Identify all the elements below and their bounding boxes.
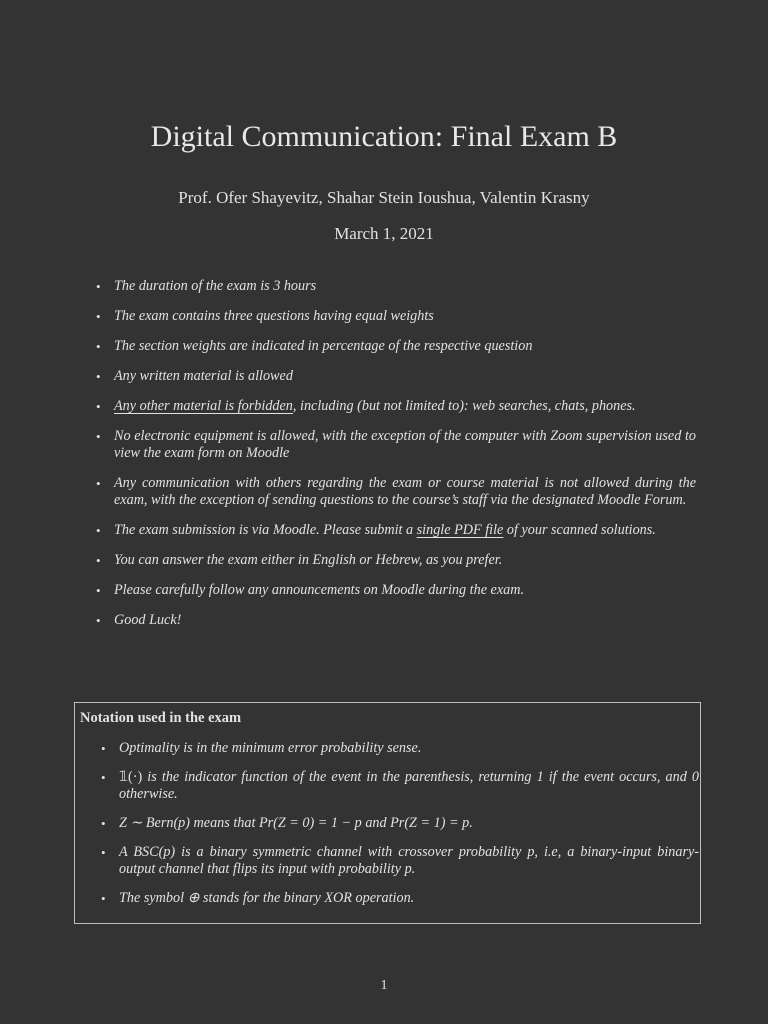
rule-text: Good Luck! bbox=[114, 612, 182, 628]
bullet-icon: • bbox=[101, 770, 106, 785]
rule-item bbox=[96, 428, 696, 462]
authors: Prof. Ofer Shayevitz, Shahar Stein Ioushua, Valentin Krasny bbox=[178, 188, 590, 207]
notation-text: Z ∼ Bern(p) means that Pr(Z = 0) = 1 − p and Pr(Z = 1) = p. bbox=[119, 815, 473, 831]
rule-text: You can answer the exam either in English or Hebrew, as you prefer. bbox=[114, 552, 503, 568]
exam-rules-list bbox=[96, 278, 696, 642]
notation-item bbox=[101, 815, 699, 832]
bullet-icon: • bbox=[96, 279, 101, 294]
bullet-icon: • bbox=[96, 583, 101, 598]
bullet-icon: • bbox=[96, 309, 101, 324]
notation-text: The symbol ⊕ stands for the binary XOR operation. bbox=[119, 890, 415, 906]
notation-item bbox=[101, 740, 699, 757]
rule-text: Any written material is allowed bbox=[114, 368, 293, 384]
notation-item bbox=[101, 769, 699, 803]
rule-item bbox=[96, 612, 696, 629]
bullet-icon: • bbox=[96, 523, 101, 538]
bullet-icon: • bbox=[96, 369, 101, 384]
bullet-icon: • bbox=[96, 613, 101, 628]
notation-item bbox=[101, 844, 699, 878]
rule-text: Any communication with others regarding the exam or course material is not allowed during the exam, with the exception of sending questions to the course’s staff via the designated Moodle Forum. bbox=[114, 475, 696, 508]
rule-emphasis: single PDF file bbox=[416, 522, 504, 538]
rule-item bbox=[96, 522, 696, 539]
rule-emphasis: Any other material is forbidden bbox=[114, 398, 293, 414]
bullet-icon: • bbox=[101, 845, 106, 860]
rule-item bbox=[96, 278, 696, 295]
bullet-icon: • bbox=[101, 891, 106, 906]
notation-text: is the indicator function of the event in the parenthesis, returning 1 if the event occurs, and 0 otherwise. bbox=[119, 769, 699, 802]
bullet-icon: • bbox=[96, 399, 101, 414]
page-number: 1 bbox=[380, 978, 388, 993]
rule-item bbox=[96, 582, 696, 599]
bullet-icon: • bbox=[96, 476, 101, 491]
rule-text: Please carefully follow any announcements on Moodle during the exam. bbox=[114, 582, 525, 598]
rule-item bbox=[96, 552, 696, 569]
rule-item bbox=[96, 398, 696, 415]
notation-text: Optimality is in the minimum error probability sense. bbox=[119, 740, 422, 756]
rule-text: , including (but not limited to): web searches, chats, phones. bbox=[292, 398, 636, 414]
rule-text: The section weights are indicated in percentage of the respective question bbox=[114, 338, 533, 354]
exam-date: March 1, 2021 bbox=[334, 224, 434, 243]
rule-text: The exam contains three questions having equal weights bbox=[114, 308, 434, 324]
notation-list bbox=[101, 740, 699, 919]
bullet-icon: • bbox=[96, 429, 101, 444]
notation-text: A BSC(p) is a binary symmetric channel with crossover probability p, i.e, a binary-input binary-output channel that flips its input with probability p. bbox=[119, 844, 699, 877]
bullet-icon: • bbox=[96, 339, 101, 354]
rule-text: The duration of the exam is 3 hours bbox=[114, 278, 317, 294]
rule-text: of your scanned solutions. bbox=[503, 522, 656, 538]
rule-item bbox=[96, 368, 696, 385]
bullet-icon: • bbox=[101, 816, 106, 831]
bullet-icon: • bbox=[96, 553, 101, 568]
notation-box bbox=[74, 702, 701, 924]
rule-item bbox=[96, 308, 696, 325]
rule-item bbox=[96, 338, 696, 355]
bullet-icon: • bbox=[101, 741, 106, 756]
indicator-symbol: 𝟙(·) bbox=[119, 769, 143, 785]
rule-text: No electronic equipment is allowed, with the exception of the computer with Zoom supervision used to view the exam form on Moodle bbox=[114, 428, 696, 461]
notation-item bbox=[101, 890, 699, 907]
rule-text: The exam submission is via Moodle. Please submit a bbox=[114, 522, 417, 538]
page-title: Digital Communication: Final Exam B bbox=[150, 120, 618, 153]
notation-heading: Notation used in the exam bbox=[80, 710, 242, 726]
rule-item bbox=[96, 475, 696, 509]
